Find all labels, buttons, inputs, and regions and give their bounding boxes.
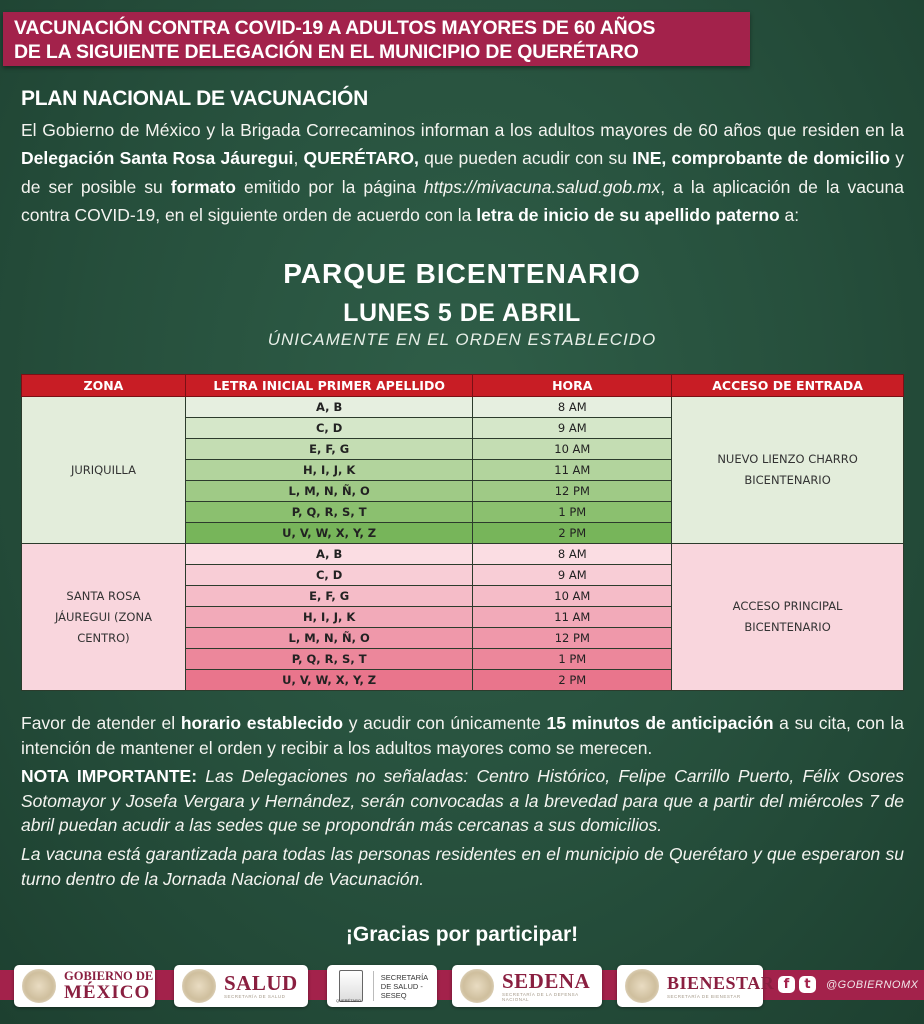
time-cell: 10 AM: [473, 586, 672, 607]
table-row: [22, 397, 904, 418]
logo-bienestar-name: BIENESTAR: [667, 973, 775, 993]
national-seal-icon: [460, 969, 494, 1003]
letters-cell: E, F, G: [185, 439, 473, 460]
title-line-2: DE LA SIGUIENTE DELEGACIÓN EN EL MUNICIPIO DE QUERÉTARO: [14, 41, 639, 63]
intro-text: emitido por la página: [235, 176, 424, 197]
header-zona: ZONA: [22, 375, 186, 397]
table-header-row: [22, 375, 904, 397]
letters-cell: A, B: [185, 397, 473, 418]
intro-text: que pueden acudir con su: [418, 148, 633, 169]
instruction-text: Favor de atender el: [21, 713, 181, 733]
access-cell: NUEVO LIENZO CHARRO BICENTENARIO: [672, 397, 904, 544]
estado-name: QUERÉTARO,: [303, 148, 419, 169]
letters-cell: P, Q, R, S, T: [185, 502, 473, 523]
schedule-instructions: [21, 711, 904, 760]
logo-salud: [174, 965, 308, 1007]
letters-cell: U, V, W, X, Y, Z: [185, 523, 473, 544]
time-cell: 8 AM: [473, 397, 672, 418]
intro-text: a:: [779, 205, 800, 226]
horario-establecido: horario establecido: [180, 713, 344, 733]
title-line-1: VACUNACIÓN CONTRA COVID-19 A ADULTOS MAYORES DE 60 AÑOS: [14, 17, 656, 39]
logo-sedena-name: SEDENA: [502, 968, 591, 993]
time-cell: 1 PM: [473, 649, 672, 670]
note-text: Las Delegaciones no señaladas: Centro Histórico, Felipe Carrillo Puerto, Félix Osores Sotomayor y Josefa Vergara y Hernández, serán convocadas a la brevedad para que a partir del miércoles 7 de abril puedan acudir a las sedes que se propondrán más cercanas a sus domicilios.: [21, 766, 904, 835]
header-hora: HORA: [473, 375, 672, 397]
facebook-icon[interactable]: f: [778, 976, 795, 993]
intro-text: ,: [293, 148, 304, 169]
required-docs: INE, comprobante de domicilio: [632, 148, 891, 169]
letters-cell: C, D: [185, 565, 473, 586]
guarantee-note: [21, 842, 904, 891]
logo-sedena-sub: SECRETARÍA DE LA DEFENSA NACIONAL: [502, 991, 579, 1002]
time-cell: 8 AM: [473, 544, 672, 565]
formato-label: formato: [170, 176, 236, 197]
time-cell: 2 PM: [473, 670, 672, 691]
national-seal-icon: [22, 969, 56, 1003]
schedule-table: [21, 374, 904, 691]
letters-cell: U, V, W, X, Y, Z: [185, 670, 473, 691]
anticipacion: 15 minutos de anticipación: [546, 713, 774, 733]
plan-title: PLAN NACIONAL DE VACUNACIÓN: [21, 87, 368, 110]
note-label: NOTA IMPORTANTE:: [21, 766, 198, 786]
instruction-text: a su cita, con la intención de mantener el orden y recibir a los adultos mayores como se merecen.: [21, 713, 904, 758]
venue-note: ÚNICAMENTE EN EL ORDEN ESTABLECIDO: [267, 330, 657, 349]
letters-cell: E, F, G: [185, 586, 473, 607]
twitter-icon[interactable]: t: [799, 976, 816, 993]
queretaro-shield-icon: [336, 970, 363, 1003]
letters-cell: A, B: [185, 544, 473, 565]
table-row: [22, 544, 904, 565]
header-acceso: ACCESO DE ENTRADA: [672, 375, 904, 397]
header-letra: LETRA INICIAL PRIMER APELLIDO: [185, 375, 473, 397]
intro-paragraph: [21, 116, 904, 230]
thanks-message: ¡Gracias por participar!: [345, 923, 579, 946]
logo-bienestar-sub: SECRETARÍA DE BIENESTAR: [667, 994, 741, 999]
time-cell: 12 PM: [473, 628, 672, 649]
social-links: [778, 976, 918, 993]
logo-seseq-line1: SECRETARÍA: [380, 972, 429, 982]
logo-mexico-line1: GOBIERNO DE: [64, 969, 154, 983]
time-cell: 9 AM: [473, 565, 672, 586]
logo-gobierno-mexico: [14, 965, 155, 1007]
time-cell: 11 AM: [473, 607, 672, 628]
delegacion-name: Delegación Santa Rosa Jáuregui: [21, 148, 294, 169]
letters-cell: C, D: [185, 418, 473, 439]
venue-date: LUNES 5 DE ABRIL: [343, 299, 581, 327]
time-cell: 9 AM: [473, 418, 672, 439]
national-seal-icon: [625, 969, 659, 1003]
logo-divider: [373, 971, 374, 1001]
letters-cell: H, I, J, K: [185, 460, 473, 481]
logo-seseq-line2: DE SALUD - SESEQ: [380, 981, 423, 1000]
mivacuna-link[interactable]: https://mivacuna.salud.gob.mx: [423, 176, 661, 197]
venue-name: PARQUE BICENTENARIO: [283, 258, 641, 289]
intro-text: y de ser posible su: [21, 148, 904, 197]
time-cell: 12 PM: [473, 481, 672, 502]
zone-cell: JURIQUILLA: [22, 397, 186, 544]
letra-inicio: letra de inicio de su apellido paterno: [476, 205, 780, 226]
time-cell: 1 PM: [473, 502, 672, 523]
time-cell: 11 AM: [473, 460, 672, 481]
intro-text: , a la aplicación de la vacuna contra COVID-19, en el siguiente orden de acuerdo con la: [21, 176, 904, 226]
logo-sedena: [452, 965, 602, 1007]
access-cell: ACCESO PRINCIPAL BICENTENARIO: [672, 544, 904, 691]
logo-bienestar: [617, 965, 775, 1007]
instruction-text: y acudir con únicamente: [343, 713, 547, 733]
important-note: [21, 764, 904, 838]
time-cell: 2 PM: [473, 523, 672, 544]
letters-cell: L, M, N, Ñ, O: [185, 481, 473, 502]
guarantee-text: La vacuna está garantizada para todas las personas residentes en el municipio de Querétaro y que esperaron su turno dentro de la Jornada Nacional de Vacunación.: [21, 844, 904, 889]
letters-cell: H, I, J, K: [185, 607, 473, 628]
time-cell: 10 AM: [473, 439, 672, 460]
zone-cell: SANTA ROSA JÁUREGUI (ZONA CENTRO): [22, 544, 186, 691]
intro-text: El Gobierno de México y la Brigada Correcaminos informan a los adultos mayores de 60 años que residen en la: [21, 120, 904, 140]
logo-qro-label: QUERÉTARO: [336, 998, 362, 1003]
logo-salud-sub: SECRETARÍA DE SALUD: [224, 994, 286, 999]
letters-cell: P, Q, R, S, T: [185, 649, 473, 670]
logo-seseq: [327, 965, 437, 1007]
title-banner: [3, 12, 750, 66]
logo-mexico-line2: MÉXICO: [64, 982, 151, 1003]
national-seal-icon: [182, 969, 216, 1003]
letters-cell: L, M, N, Ñ, O: [185, 628, 473, 649]
logo-salud-name: SALUD: [224, 971, 298, 995]
social-handle[interactable]: @GOBIERNOMX: [826, 978, 919, 991]
